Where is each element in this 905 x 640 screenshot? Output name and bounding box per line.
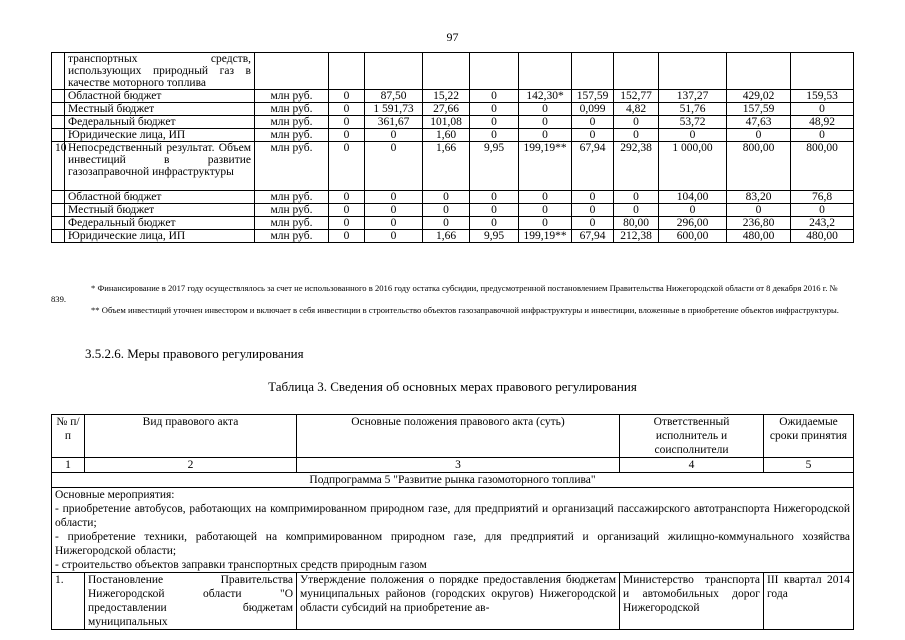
value-cell: 243,2 — [791, 217, 854, 230]
value-cell: 1 591,73 — [365, 103, 423, 116]
value-cell: 4,82 — [614, 103, 659, 116]
value-cell: 0 — [365, 217, 423, 230]
value-cell: 0 — [519, 103, 572, 116]
empty-cell — [365, 53, 423, 90]
row-number-empty — [52, 230, 65, 243]
value-cell: 104,00 — [659, 191, 727, 204]
value-cell: 1,66 — [423, 230, 470, 243]
value-cell: 1,66 — [423, 142, 470, 191]
unit: млн руб. — [255, 142, 329, 191]
value-cell: 0 — [329, 230, 365, 243]
row-number-empty — [52, 116, 65, 129]
value-cell: 0 — [519, 129, 572, 142]
row-label: Областной бюджет — [65, 191, 255, 204]
measure-item: - приобретение техники, работающей на компримированном природном газе, для предприятий и организаций жилищно-коммунального хозяйства Нижегородской области; — [55, 531, 850, 557]
value-cell: 0 — [329, 129, 365, 142]
subprogram-row — [52, 473, 854, 488]
value-cell: 0 — [365, 230, 423, 243]
row-label: Федеральный бюджет — [65, 116, 255, 129]
empty-cell — [519, 53, 572, 90]
value-cell: 0 — [519, 191, 572, 204]
header-executor: Ответственный исполнитель и соисполнители — [620, 415, 764, 458]
table-row — [52, 230, 854, 243]
value-cell: 9,95 — [470, 142, 519, 191]
value-cell: 15,22 — [423, 90, 470, 103]
value-cell: 0 — [470, 90, 519, 103]
value-cell: 0 — [365, 142, 423, 191]
value-cell: 800,00 — [727, 142, 791, 191]
value-cell: 480,00 — [727, 230, 791, 243]
unit: млн руб. — [255, 230, 329, 243]
unit: млн руб. — [255, 217, 329, 230]
value-cell: 0 — [365, 204, 423, 217]
col-number: 4 — [620, 458, 764, 473]
empty-cell — [329, 53, 365, 90]
value-cell: 292,38 — [614, 142, 659, 191]
value-cell: 0 — [329, 116, 365, 129]
value-cell: 137,27 — [659, 90, 727, 103]
value-cell: 0 — [470, 116, 519, 129]
measures-heading: Основные мероприятия: — [55, 489, 175, 501]
footnote-2: ** Объем инвестиций уточнен инвестором и включает в себя инвестиции в строительство объектов газозаправочной инфраструктуры и инвестиции, вложенные в приобретение объектов инфраструктуры. — [91, 305, 839, 315]
table-row — [52, 204, 854, 217]
value-cell: 53,72 — [659, 116, 727, 129]
value-cell: 0 — [614, 191, 659, 204]
measure-item: - строительство объектов заправки транспортных средств природным газом — [55, 559, 427, 571]
legal-measures-table — [51, 414, 854, 630]
value-cell: 0 — [572, 191, 614, 204]
empty-cell — [470, 53, 519, 90]
value-cell: 0 — [423, 191, 470, 204]
value-cell: 0 — [791, 129, 854, 142]
col-number: 3 — [297, 458, 620, 473]
value-cell: 0 — [329, 90, 365, 103]
table-row — [52, 90, 854, 103]
empty-cell — [255, 53, 329, 90]
table-title: Таблица 3. Сведения об основных мерах правового регулирования — [268, 379, 637, 394]
value-cell: 87,50 — [365, 90, 423, 103]
value-cell: 0 — [614, 116, 659, 129]
col-number: 5 — [764, 458, 854, 473]
value-cell: 800,00 — [791, 142, 854, 191]
value-cell: 212,38 — [614, 230, 659, 243]
value-cell: 0 — [791, 103, 854, 116]
page-number: 97 — [446, 30, 459, 44]
value-cell: 296,00 — [659, 217, 727, 230]
investment-table — [51, 52, 854, 243]
value-cell: 0 — [614, 129, 659, 142]
value-cell: 0 — [727, 129, 791, 142]
value-cell: 0 — [727, 204, 791, 217]
footnote-1: * Финансирование в 2017 году осуществлялось за счет не использованного в 2016 году остатка субсидии, предусмотренной постановлением Правительства Нижегородской области от 8 декабря 2016 г. № 839. — [51, 283, 838, 304]
empty-cell — [659, 53, 727, 90]
unit: млн руб. — [255, 129, 329, 142]
table-row — [52, 103, 854, 116]
table-row — [52, 129, 854, 142]
value-cell: 47,63 — [727, 116, 791, 129]
value-cell: 80,00 — [614, 217, 659, 230]
act-essence: Утверждение положения о порядке предоставления бюджетам муниципальных районов (городских округов) Нижегородской области субсидий на приобретение ав- — [297, 573, 620, 630]
table-row — [52, 573, 854, 630]
value-cell: 0 — [572, 204, 614, 217]
col-number: 2 — [85, 458, 297, 473]
value-cell: 0 — [365, 191, 423, 204]
adoption-term: III квартал 2014 года — [764, 573, 854, 630]
value-cell: 142,30* — [519, 90, 572, 103]
value-cell: 0 — [519, 116, 572, 129]
header-row — [52, 415, 854, 458]
value-cell: 9,95 — [470, 230, 519, 243]
value-cell: 27,66 — [423, 103, 470, 116]
row-number-empty — [52, 90, 65, 103]
value-cell: 429,02 — [727, 90, 791, 103]
value-cell: 0 — [572, 116, 614, 129]
value-cell: 152,77 — [614, 90, 659, 103]
row-label: Местный бюджет — [65, 103, 255, 116]
row-number-empty — [52, 103, 65, 116]
row-label: Областной бюджет — [65, 90, 255, 103]
unit: млн руб. — [255, 90, 329, 103]
measure-item: - приобретение автобусов, работающих на компримированном природном газе, для предприятий и организаций пассажирского автотранспорта Нижегородской области; — [55, 503, 850, 529]
header-essence: Основные положения правового акта (суть) — [297, 415, 620, 458]
value-cell: 0 — [470, 103, 519, 116]
value-cell: 0 — [659, 204, 727, 217]
value-cell: 0 — [659, 129, 727, 142]
measures-cell — [52, 488, 854, 573]
row-number: 10 — [52, 142, 65, 191]
value-cell: 76,8 — [791, 191, 854, 204]
value-cell: 0 — [519, 204, 572, 217]
col-number: 1 — [52, 458, 85, 473]
executor: Министерство транспорта и автомобильных дорог Нижегородской — [620, 573, 764, 630]
row-number-empty — [52, 204, 65, 217]
table-row — [52, 217, 854, 230]
value-cell: 0 — [329, 191, 365, 204]
unit: млн руб. — [255, 103, 329, 116]
empty-cell — [423, 53, 470, 90]
value-cell: 0 — [329, 204, 365, 217]
header-act-type: Вид правового акта — [85, 415, 297, 458]
value-cell: 1 000,00 — [659, 142, 727, 191]
unit: млн руб. — [255, 204, 329, 217]
row-number-empty — [52, 217, 65, 230]
unit: млн руб. — [255, 191, 329, 204]
value-cell: 0 — [329, 217, 365, 230]
row-label: Непосредственный результат. Объем инвестиций в развитие газозаправочной инфраструктуры — [65, 142, 255, 191]
value-cell: 0 — [470, 129, 519, 142]
value-cell: 0,099 — [572, 103, 614, 116]
row-number-empty — [52, 129, 65, 142]
value-cell: 236,80 — [727, 217, 791, 230]
value-cell: 157,59 — [727, 103, 791, 116]
table-row — [52, 142, 854, 191]
value-cell: 51,76 — [659, 103, 727, 116]
row-label: Юридические лица, ИП — [65, 129, 255, 142]
header-term: Ожидаемые сроки принятия — [764, 415, 854, 458]
value-cell: 0 — [329, 142, 365, 191]
continuation-row — [52, 53, 854, 90]
table-row — [52, 116, 854, 129]
row-label: Юридические лица, ИП — [65, 230, 255, 243]
value-cell: 199,19** — [519, 230, 572, 243]
value-cell: 157,59 — [572, 90, 614, 103]
value-cell: 600,00 — [659, 230, 727, 243]
value-cell: 1,60 — [423, 129, 470, 142]
column-number-row — [52, 458, 854, 473]
row-label: Федеральный бюджет — [65, 217, 255, 230]
value-cell: 0 — [572, 217, 614, 230]
value-cell: 0 — [423, 204, 470, 217]
header-num: № п/п — [52, 415, 85, 458]
value-cell: 480,00 — [791, 230, 854, 243]
value-cell: 67,94 — [572, 142, 614, 191]
value-cell: 0 — [423, 217, 470, 230]
value-cell: 0 — [329, 103, 365, 116]
measures-row — [52, 488, 854, 573]
section-heading: 3.5.2.6. Меры правового регулирования — [85, 346, 304, 361]
subprogram-title: Подпрограмма 5 "Развитие рынка газомоторного топлива" — [52, 473, 854, 488]
value-cell: 0 — [470, 191, 519, 204]
empty-cell — [727, 53, 791, 90]
row-label: транспортных средств, использующих природный газ в качестве моторного топлива — [65, 53, 255, 90]
value-cell: 159,53 — [791, 90, 854, 103]
row-number-empty — [52, 191, 65, 204]
empty-cell — [572, 53, 614, 90]
value-cell: 0 — [365, 129, 423, 142]
value-cell: 48,92 — [791, 116, 854, 129]
value-cell: 0 — [791, 204, 854, 217]
value-cell: 0 — [470, 217, 519, 230]
value-cell: 361,67 — [365, 116, 423, 129]
table-row — [52, 191, 854, 204]
value-cell: 0 — [519, 217, 572, 230]
empty-cell — [791, 53, 854, 90]
row-number-empty — [52, 53, 65, 90]
value-cell: 199,19** — [519, 142, 572, 191]
value-cell: 0 — [470, 204, 519, 217]
row-label: Местный бюджет — [65, 204, 255, 217]
unit: млн руб. — [255, 116, 329, 129]
value-cell: 83,20 — [727, 191, 791, 204]
value-cell: 101,08 — [423, 116, 470, 129]
act-type: Постановление Правительства Нижегородской области "О предоставлении бюджетам муниципальных — [85, 573, 297, 630]
value-cell: 67,94 — [572, 230, 614, 243]
value-cell: 0 — [572, 129, 614, 142]
row-number: 1. — [52, 573, 85, 630]
value-cell: 0 — [614, 204, 659, 217]
empty-cell — [614, 53, 659, 90]
